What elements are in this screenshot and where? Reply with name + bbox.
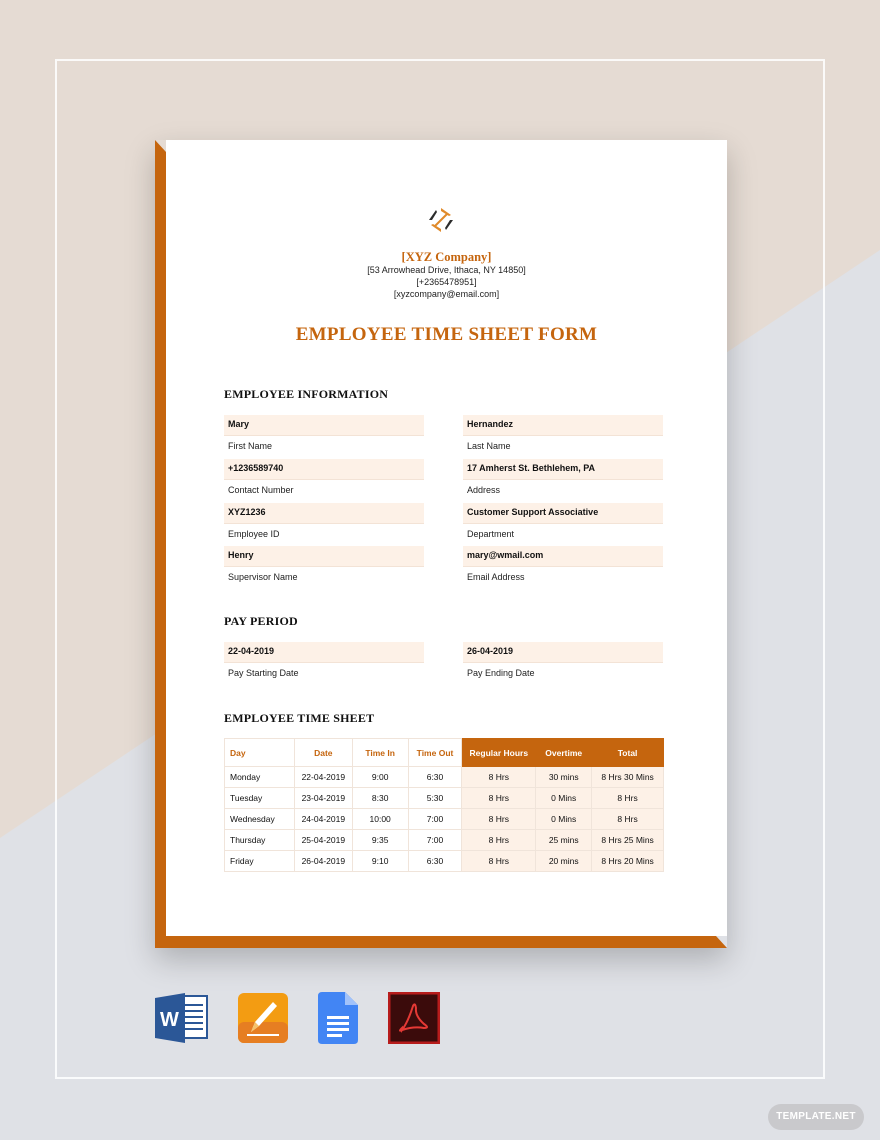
cell-time-out: 5:30 — [408, 788, 462, 809]
field-label: Last Name — [463, 435, 663, 457]
field-label: Pay Ending Date — [463, 662, 663, 684]
cell-overtime: 0 Mins — [536, 809, 592, 830]
company-phone: [+2365478951] — [416, 277, 477, 287]
cell-overtime: 20 mins — [536, 851, 592, 872]
cell-time-out: 7:00 — [408, 809, 462, 830]
field-label: Email Address — [463, 566, 663, 588]
cell-total: 8 Hrs — [592, 788, 664, 809]
company-address: [53 Arrowhead Drive, Ithaca, NY 14850] — [367, 265, 526, 275]
cell-regular-hours: 8 Hrs — [462, 830, 536, 851]
cell-time-in: 9:35 — [352, 830, 408, 851]
cell-time-in: 9:00 — [352, 767, 408, 788]
first-name-field — [224, 415, 424, 457]
pay-start-date-field — [224, 642, 424, 684]
cell-regular-hours: 8 Hrs — [462, 851, 536, 872]
supervisor-name-field — [224, 546, 424, 588]
cell-time-out: 7:00 — [408, 830, 462, 851]
cell-day: Thursday — [225, 830, 295, 851]
employee-information-heading: EMPLOYEE INFORMATION — [224, 387, 389, 401]
field-value: Henry — [224, 546, 424, 566]
field-value: mary@wmail.com — [463, 546, 663, 566]
cell-day: Tuesday — [225, 788, 295, 809]
cell-date: 24-04-2019 — [294, 809, 352, 830]
cell-regular-hours: 8 Hrs — [462, 767, 536, 788]
pdf-icon[interactable] — [388, 992, 440, 1044]
column-header-overtime: Overtime — [536, 739, 592, 767]
cell-time-out: 6:30 — [408, 851, 462, 872]
company-logo-icon — [427, 206, 455, 234]
field-label: Department — [463, 523, 663, 545]
cell-overtime: 30 mins — [536, 767, 592, 788]
field-value: Mary — [224, 415, 424, 435]
cell-regular-hours: 8 Hrs — [462, 809, 536, 830]
field-value: 17 Amherst St. Bethlehem, PA — [463, 459, 663, 479]
field-label: Supervisor Name — [224, 566, 424, 588]
field-label: First Name — [224, 435, 424, 457]
field-value: Hernandez — [463, 415, 663, 435]
column-header-total: Total — [592, 739, 664, 767]
cell-date: 23-04-2019 — [294, 788, 352, 809]
cell-time-in: 10:00 — [352, 809, 408, 830]
cell-regular-hours: 8 Hrs — [462, 788, 536, 809]
pay-end-date-field — [463, 642, 663, 684]
table-row — [225, 788, 664, 809]
form-title: EMPLOYEE TIME SHEET FORM — [295, 324, 598, 345]
cell-date: 26-04-2019 — [294, 851, 352, 872]
column-header-day: Day — [225, 739, 295, 767]
cell-total: 8 Hrs 20 Mins — [592, 851, 664, 872]
cell-overtime: 25 mins — [536, 830, 592, 851]
cell-time-in: 8:30 — [352, 788, 408, 809]
email-address-field — [463, 546, 663, 588]
address-field — [463, 459, 663, 501]
field-value: 22-04-2019 — [224, 642, 424, 662]
time-sheet-table — [224, 738, 664, 872]
google-docs-icon[interactable] — [318, 992, 358, 1044]
company-name: [XYZ Company] — [401, 250, 492, 264]
cell-date: 25-04-2019 — [294, 830, 352, 851]
column-header-date: Date — [294, 739, 352, 767]
cell-day: Friday — [225, 851, 295, 872]
department-field — [463, 503, 663, 545]
company-email: [xyzcompany@email.com] — [393, 289, 500, 299]
table-row — [225, 767, 664, 788]
word-icon[interactable] — [155, 992, 209, 1044]
table-row — [225, 830, 664, 851]
field-value: Customer Support Associative — [463, 503, 663, 523]
field-label: Employee ID — [224, 523, 424, 545]
column-header-time-out: Time Out — [408, 739, 462, 767]
cell-total: 8 Hrs 25 Mins — [592, 830, 664, 851]
table-row — [225, 809, 664, 830]
pay-period-heading: PAY PERIOD — [224, 614, 298, 628]
cell-overtime: 0 Mins — [536, 788, 592, 809]
svg-text:W: W — [160, 1009, 179, 1031]
pages-icon[interactable] — [237, 992, 289, 1044]
employee-id-field — [224, 503, 424, 545]
field-value: +1236589740 — [224, 459, 424, 479]
table-header-row — [225, 739, 664, 767]
field-value: 26-04-2019 — [463, 642, 663, 662]
template-net-badge: TEMPLATE.NET — [768, 1104, 864, 1130]
cell-time-out: 6:30 — [408, 767, 462, 788]
column-header-regular-hours: Regular Hours — [462, 739, 536, 767]
contact-number-field — [224, 459, 424, 501]
field-value: XYZ1236 — [224, 503, 424, 523]
last-name-field — [463, 415, 663, 457]
time-sheet-heading: EMPLOYEE TIME SHEET — [224, 711, 375, 725]
cell-time-in: 9:10 — [352, 851, 408, 872]
document-page — [166, 140, 727, 936]
field-label: Contact Number — [224, 479, 424, 501]
field-label: Pay Starting Date — [224, 662, 424, 684]
column-header-time-in: Time In — [352, 739, 408, 767]
cell-day: Wednesday — [225, 809, 295, 830]
table-row — [225, 851, 664, 872]
cell-total: 8 Hrs 30 Mins — [592, 767, 664, 788]
cell-total: 8 Hrs — [592, 809, 664, 830]
cell-date: 22-04-2019 — [294, 767, 352, 788]
field-label: Address — [463, 479, 663, 501]
cell-day: Monday — [225, 767, 295, 788]
